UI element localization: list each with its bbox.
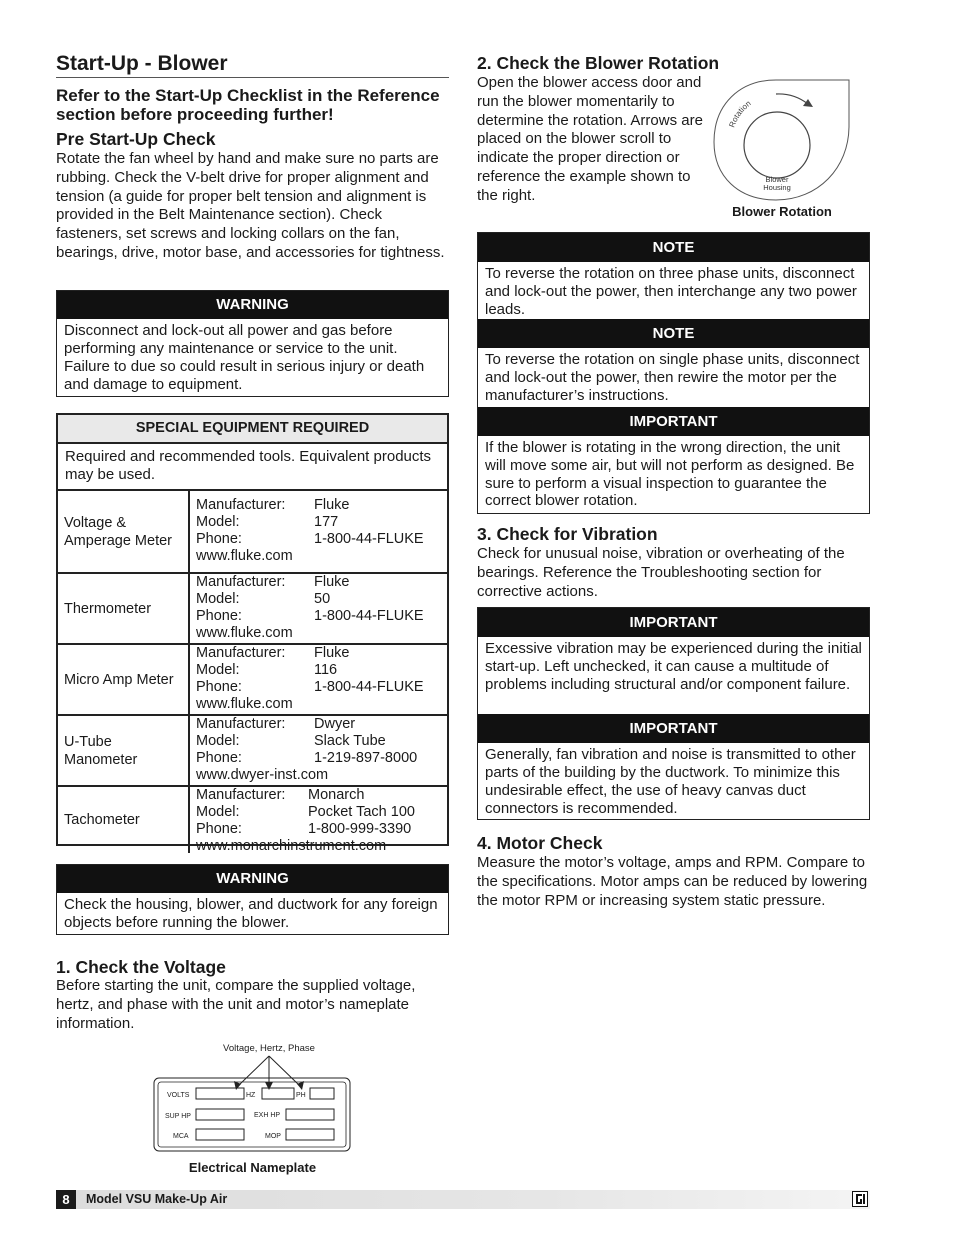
mca-field: [196, 1129, 244, 1140]
tool-details: [190, 787, 415, 853]
warning-box-2: [56, 864, 449, 935]
pre-startup-heading: Pre Start-Up Check: [56, 129, 216, 149]
special-equipment-intro: Required and recommended tools. Equivalent products may be used.: [58, 444, 447, 491]
phone-label: Phone:: [196, 821, 242, 837]
manufacturer-label: Manufacturer:: [196, 787, 286, 803]
model-value: 116: [314, 662, 338, 678]
note-text-2: To reverse the rotation on single phase units, disconnect and lock-out the power, then rewire the motor per the manufacturer’s instructions.: [485, 351, 860, 404]
blower-rotation-heading: 2. Check the Blower Rotation: [477, 53, 720, 73]
pre-startup-text: Rotate the fan wheel by hand and make sure no parts are rubbing. Check the V-belt drive for proper alignment and tension (a guide for proper belt tension and alignment is provided in the Belt Maintenance section). Check fasteners, set screws and locking collars on the fan, bearings, drive, motor base, and accessories for tightness.: [56, 150, 445, 261]
website-link[interactable]: www.fluke.com: [196, 548, 293, 564]
blower-rotation-caption: Blower Rotation: [732, 204, 832, 219]
check-voltage-heading: 1. Check the Voltage: [56, 957, 226, 977]
warning-label: WARNING: [57, 865, 448, 893]
phone-value: 1-800-44-FLUKE: [314, 608, 424, 624]
phone-label: Phone:: [196, 608, 242, 624]
warning-label: WARNING: [57, 291, 448, 319]
model-value: 50: [314, 591, 331, 607]
phone-value: 1-800-999-3390: [308, 821, 412, 837]
manufacturer-label: Manufacturer:: [196, 716, 286, 732]
vibration-heading: 3. Check for Vibration: [477, 524, 658, 544]
fan-wheel-circle: [744, 112, 810, 178]
model-value: 177: [314, 514, 339, 530]
housing-label-2: Housing: [763, 183, 791, 192]
important-text-3: Generally, fan vibration and noise is transmitted to other parts of the building by the ductwork. To minimize this undesirable effect, the use of heavy canvas duct connectors is recommended.: [485, 746, 856, 817]
volts-label: VOLTS: [167, 1092, 190, 1099]
table-row: [58, 645, 447, 716]
warning-text: Check the housing, blower, and ductwork for any foreign objects before running the blower.: [64, 896, 438, 931]
motor-check-text: Measure the motor’s voltage, amps and RPM. Compare to the specifications. Motor amps can be reduced by lowering the motor RPM or increasing system static pressure.: [477, 854, 868, 909]
manufacturer-label: Manufacturer:: [196, 574, 286, 590]
motor-check-heading: 4. Motor Check: [477, 833, 603, 853]
page-title: Start-Up - Blower: [56, 52, 228, 75]
tool-name: Tachometer: [58, 787, 190, 853]
phone-label: Phone:: [196, 750, 242, 766]
table-row: [58, 716, 447, 787]
table-row: [58, 574, 447, 645]
important-label-3: IMPORTANT: [478, 714, 869, 743]
rotation-label-path: Rotation: [727, 98, 753, 129]
phone-label: Phone:: [196, 679, 242, 695]
model-label: Model:: [196, 591, 240, 607]
page-footer: [56, 1190, 870, 1209]
sup-hp-field: [196, 1109, 244, 1120]
manufacturer-value: Fluke: [314, 497, 350, 513]
model-label: Model:: [196, 733, 240, 749]
important-text-1: If the blower is rotating in the wrong direction, the unit will move some air, but will not perform as designed. Be sure to perform a visual inspection to guarantee the correct blower rotation.: [485, 439, 855, 510]
note-text-1: To reverse the rotation on three phase units, disconnect and lock-out the power, then interchange any two power leads.: [485, 265, 857, 318]
warning-text: Disconnect and lock-out all power and gas before performing any maintenance or service to the unit. Failure to due so could result in serious injury or death and damage to equipment.: [64, 322, 425, 393]
hz-field: [262, 1088, 294, 1099]
important-text-2: Excessive vibration may be experienced during the initial start-up. Left unchecked, it can cause a multitude of problems including structural and/or component failure.: [485, 640, 862, 693]
table-row: [58, 787, 447, 853]
manufacturer-label: Manufacturer:: [196, 497, 286, 513]
electrical-nameplate-figure: [150, 1038, 360, 1178]
manufacturer-value: Dwyer: [314, 716, 356, 732]
manufacturer-value: Fluke: [314, 574, 350, 590]
rotation-arrow-arc: [776, 94, 808, 104]
hz-label: HZ: [246, 1092, 256, 1099]
warning-box-1: [56, 290, 449, 397]
volts-field: [196, 1088, 244, 1099]
important-label-1: IMPORTANT: [478, 407, 869, 436]
important-stack: [477, 607, 870, 820]
sup-hp-label: SUP HP: [165, 1113, 191, 1120]
vibration-text: Check for unusual noise, vibration or overheating of the bearings. Reference the Troubleshooting section for corrective actions.: [477, 545, 845, 600]
notes-stack: [477, 232, 870, 514]
model-value: Pocket Tach 100: [308, 804, 415, 820]
tool-name: Voltage & Amperage Meter: [58, 491, 190, 572]
mop-field: [286, 1129, 334, 1140]
tool-name: Thermometer: [58, 574, 190, 643]
model-label: Model:: [196, 662, 240, 678]
page-number: 8: [56, 1190, 76, 1209]
ph-field: [310, 1088, 334, 1099]
phone-value: 1-800-44-FLUKE: [314, 531, 424, 547]
note-label-2: NOTE: [478, 319, 869, 348]
refer-note: Refer to the Start-Up Checklist in the Reference section before proceeding further!: [56, 86, 440, 124]
exh-hp-label: EXH HP: [254, 1112, 281, 1119]
mop-label: MOP: [265, 1133, 281, 1140]
footer-title: Model VSU Make-Up Air: [86, 1192, 228, 1206]
website-link[interactable]: www.dwyer-inst.com: [196, 767, 329, 783]
manufacturer-value: Monarch: [308, 787, 365, 803]
tool-details: [190, 574, 424, 643]
special-equipment-table: [56, 413, 449, 854]
check-voltage-text: Before starting the unit, compare the supplied voltage, hertz, and phase with the unit and motor’s nameplate information.: [56, 977, 416, 1032]
exh-hp-field: [286, 1109, 334, 1120]
special-equipment-rows: [58, 491, 447, 853]
phone-value: 1-800-44-FLUKE: [314, 679, 424, 695]
tool-details: [190, 491, 424, 572]
nameplate-top-label: Voltage, Hertz, Phase: [223, 1043, 315, 1054]
website-link[interactable]: www.fluke.com: [196, 625, 293, 641]
rotation-label: [727, 99, 752, 129]
website-link[interactable]: www.fluke.com: [196, 696, 293, 712]
arrow-icon: [265, 1082, 273, 1090]
greenheck-logo-icon: [852, 1191, 868, 1207]
note-label-1: NOTE: [478, 233, 869, 262]
important-label-2: IMPORTANT: [478, 608, 869, 637]
blower-rotation-text: Open the blower access door and run the blower momentarily to determine the rotation. Arrows are placed on the blower scroll to indicate the proper direction or reference the example shown to the right.: [477, 74, 703, 204]
phone-value: 1-219-897-8000: [314, 750, 418, 766]
housing-label-1: Blower: [765, 175, 789, 184]
model-value: Slack Tube: [314, 733, 386, 749]
blower-rotation-figure: [712, 78, 852, 204]
tool-details: [190, 645, 424, 714]
model-label: Model:: [196, 804, 240, 820]
phone-label: Phone:: [196, 531, 242, 547]
special-equipment-header: SPECIAL EQUIPMENT REQUIRED: [58, 415, 447, 444]
title-rule: [56, 77, 449, 78]
manufacturer-label: Manufacturer:: [196, 645, 286, 661]
tool-name: Micro Amp Meter: [58, 645, 190, 714]
nameplate-caption: Electrical Nameplate: [188, 1160, 317, 1175]
mca-label: MCA: [173, 1133, 189, 1140]
tool-name: U-Tube Manometer: [58, 716, 190, 785]
manufacturer-value: Fluke: [314, 645, 350, 661]
website-link[interactable]: www.monarchinstrument.com: [196, 838, 387, 854]
tool-details: [190, 716, 417, 785]
ph-label: PH: [296, 1092, 306, 1099]
table-row: [58, 491, 447, 574]
model-label: Model:: [196, 514, 240, 530]
rotation-arrow-icon: [803, 99, 813, 107]
